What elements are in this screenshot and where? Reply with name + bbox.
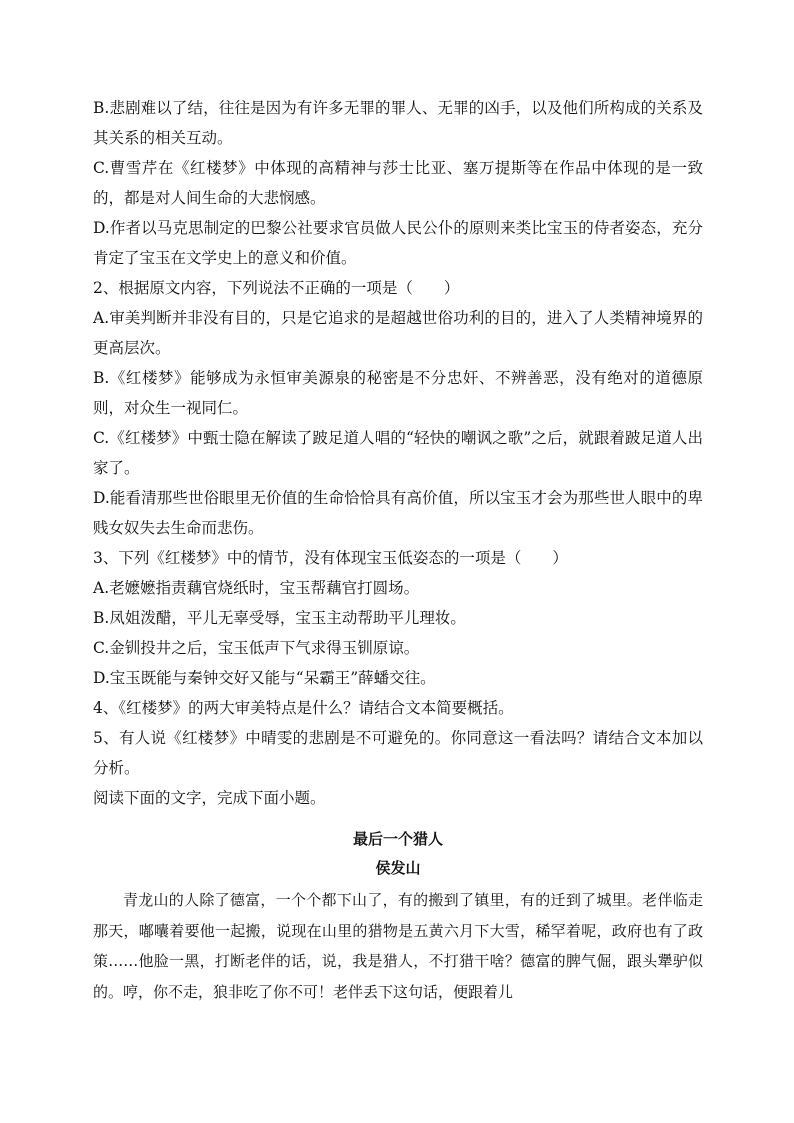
reading-instruction: 阅读下面的文字，完成下面小题。 bbox=[93, 789, 326, 807]
q2-option-a: A.审美判断并非没有目的，只是它追求的是超越世俗功利的目的，进入了人类精神境界的更高层次。 bbox=[93, 309, 703, 357]
q2-option-b: B.《红楼梦》能够成为永恒审美源泉的秘密是不分忠奸、不辨善恶，没有绝对的道德原则，对众生一视同仁。 bbox=[93, 369, 703, 417]
q2-option-d: D.能看清那些世俗眼里无价值的生命恰恰具有高价值，所以宝玉才会为那些世人眼中的卑贱女奴失去生命而悲伤。 bbox=[93, 489, 703, 537]
q3-option-a: A.老嬷嬷指责藕官烧纸时，宝玉帮藕官打圆场。 bbox=[93, 579, 420, 597]
option-b-line: B.悲剧难以了结，往往是因为有许多无罪的罪人、无罪的凶手，以及他们所构成的关系及其关系的相关互动。 bbox=[93, 99, 703, 147]
document-content bbox=[93, 93, 703, 1007]
story-section bbox=[93, 825, 703, 1007]
q3-option-d: D.宝玉既能与秦钟交好又能与“呆霸王”薛蟠交往。 bbox=[93, 669, 436, 687]
story-paragraph: 青龙山的人除了德富，一个个都下山了，有的搬到了镇里，有的迁到了城里。老伴临走那天，嘟囔着要他一起搬，说现在山里的猎物是五黄六月下大雪，稀罕着呢，政府也有了政策……他脸一黑，打断老伴的话，说，我是猎人，不打猎干啥？德富的脾气倔，跟头犟驴似的。哼，你不走，狼非吃了你不可！老伴丢下这句话，便跟着儿 bbox=[93, 891, 703, 1001]
q3-option-b: B.凤姐泼醋，平儿无辜受辱，宝玉主动帮助平儿理妆。 bbox=[93, 609, 466, 627]
question-3: 3、下列《红楼梦》中的情节，没有体现宝玉低姿态的一项是（ ） bbox=[93, 549, 568, 567]
q2-option-c: C.《红楼梦》中甄士隐在解读了跛足道人唱的“轻快的嘲讽之歌”之后，就跟着跛足道人出家了。 bbox=[93, 429, 703, 477]
story-title: 最后一个猎人 bbox=[352, 830, 443, 848]
question-4: 4、《红楼梦》的两大审美特点是什么？请结合文本简要概括。 bbox=[93, 699, 514, 717]
option-c-line: C.曹雪芹在《红楼梦》中体现的高精神与莎士比亚、塞万提斯等在作品中体现的是一致的，都是对人间生命的大悲悯感。 bbox=[93, 159, 703, 207]
question-2: 2、根据原文内容，下列说法不正确的一项是（ ） bbox=[93, 279, 460, 297]
question-5: 5、有人说《红楼梦》中晴雯的悲剧是不可避免的。你同意这一看法吗？请结合文本加以分析。 bbox=[93, 729, 703, 777]
story-author: 侯发山 bbox=[375, 859, 421, 877]
option-d-line: D.作者以马克思制定的巴黎公社要求官员做人民公仆的原则来类比宝玉的侍者姿态，充分肯定了宝玉在文学史上的意义和价值。 bbox=[93, 219, 703, 267]
q3-option-c: C.金钏投井之后，宝玉低声下气求得玉钏原谅。 bbox=[93, 639, 420, 657]
